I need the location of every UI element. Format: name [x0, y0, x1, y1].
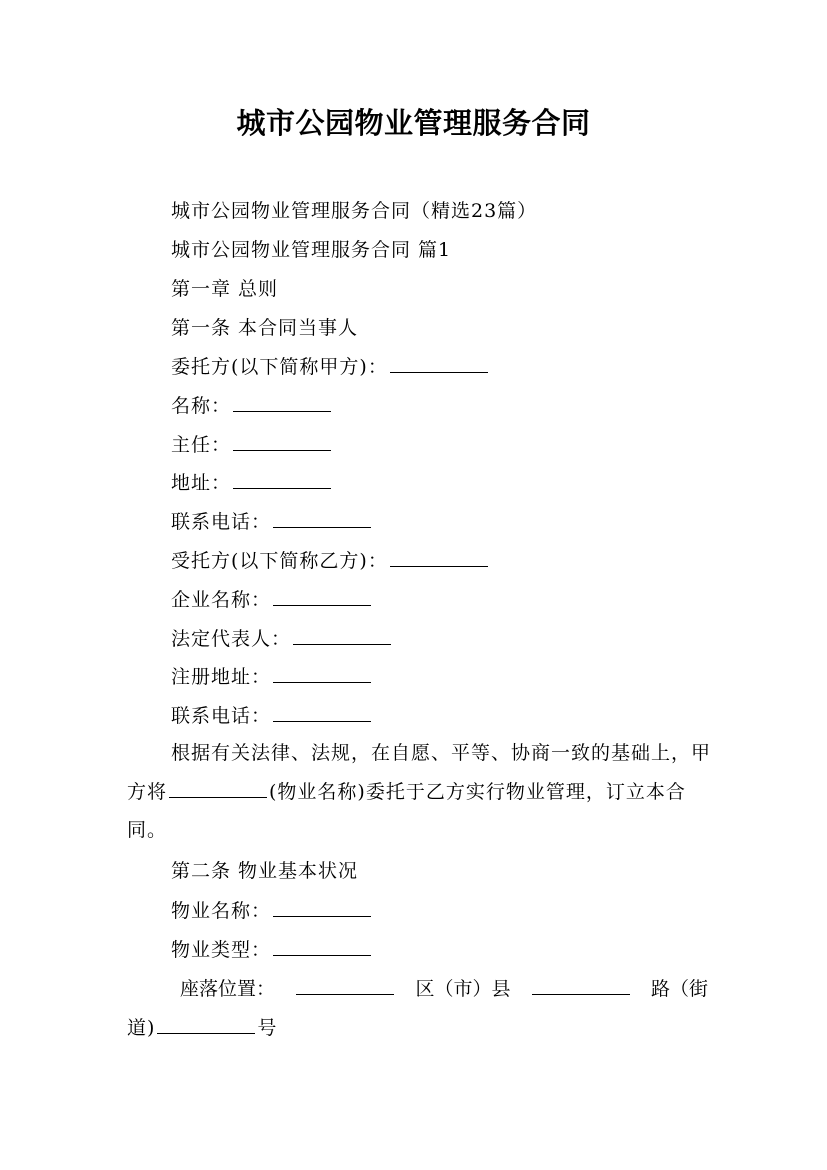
blank-field[interactable] — [233, 393, 331, 412]
property-type-line: 物业类型： — [171, 937, 373, 962]
blank-field[interactable] — [532, 976, 630, 995]
location-line — [180, 976, 708, 1001]
name-line: 名称： — [171, 393, 333, 418]
blank-field[interactable] — [273, 703, 371, 722]
blank-field[interactable] — [233, 432, 331, 451]
chapter-heading: 第一章 总则 — [171, 278, 279, 300]
blank-field[interactable] — [169, 779, 267, 798]
property-name-line: 物业名称： — [171, 898, 373, 923]
subtitle-line: 城市公园物业管理服务合同（精选23篇） — [171, 200, 538, 222]
blank-field[interactable] — [390, 548, 488, 567]
phone-line-b: 联系电话： — [171, 703, 373, 728]
road-label: 路（街 — [650, 978, 708, 1000]
article-heading: 第一条 本合同当事人 — [171, 317, 359, 339]
blank-field[interactable] — [273, 898, 371, 917]
blank-field[interactable] — [293, 626, 391, 645]
director-line: 主任： — [171, 432, 333, 457]
blank-field[interactable] — [157, 1015, 255, 1034]
document-title: 城市公园物业管理服务合同 — [236, 106, 591, 140]
blank-field[interactable] — [296, 976, 394, 995]
district-label: 区（市）县 — [415, 978, 511, 1000]
blank-field[interactable] — [273, 587, 371, 606]
article-two-heading: 第二条 物业基本状况 — [171, 860, 359, 882]
blank-field[interactable] — [390, 354, 488, 373]
address-line: 地址： — [171, 470, 333, 495]
section-heading: 城市公园物业管理服务合同 篇1 — [171, 239, 452, 261]
phone-line: 联系电话： — [171, 509, 373, 534]
blank-field[interactable] — [273, 664, 371, 683]
location-label: 座落位置： — [180, 978, 276, 1000]
company-name-line: 企业名称： — [171, 587, 373, 612]
blank-field[interactable] — [233, 470, 331, 489]
blank-field[interactable] — [273, 509, 371, 528]
blank-field[interactable] — [273, 937, 371, 956]
registered-address-line: 注册地址： — [171, 664, 373, 689]
agreement-paragraph: 根据有关法律、法规，在自愿、平等、协商一致的基础上，甲方将 (物业名称)委托于乙方实行物业管理，订立本合同。 — [127, 742, 712, 842]
legal-rep-line: 法定代表人： — [171, 626, 393, 651]
location-line-cont: 道) 号 — [127, 1017, 278, 1039]
party-b-line: 受托方(以下简称乙方)： — [171, 548, 490, 573]
party-a-line: 委托方(以下简称甲方)： — [171, 354, 490, 379]
